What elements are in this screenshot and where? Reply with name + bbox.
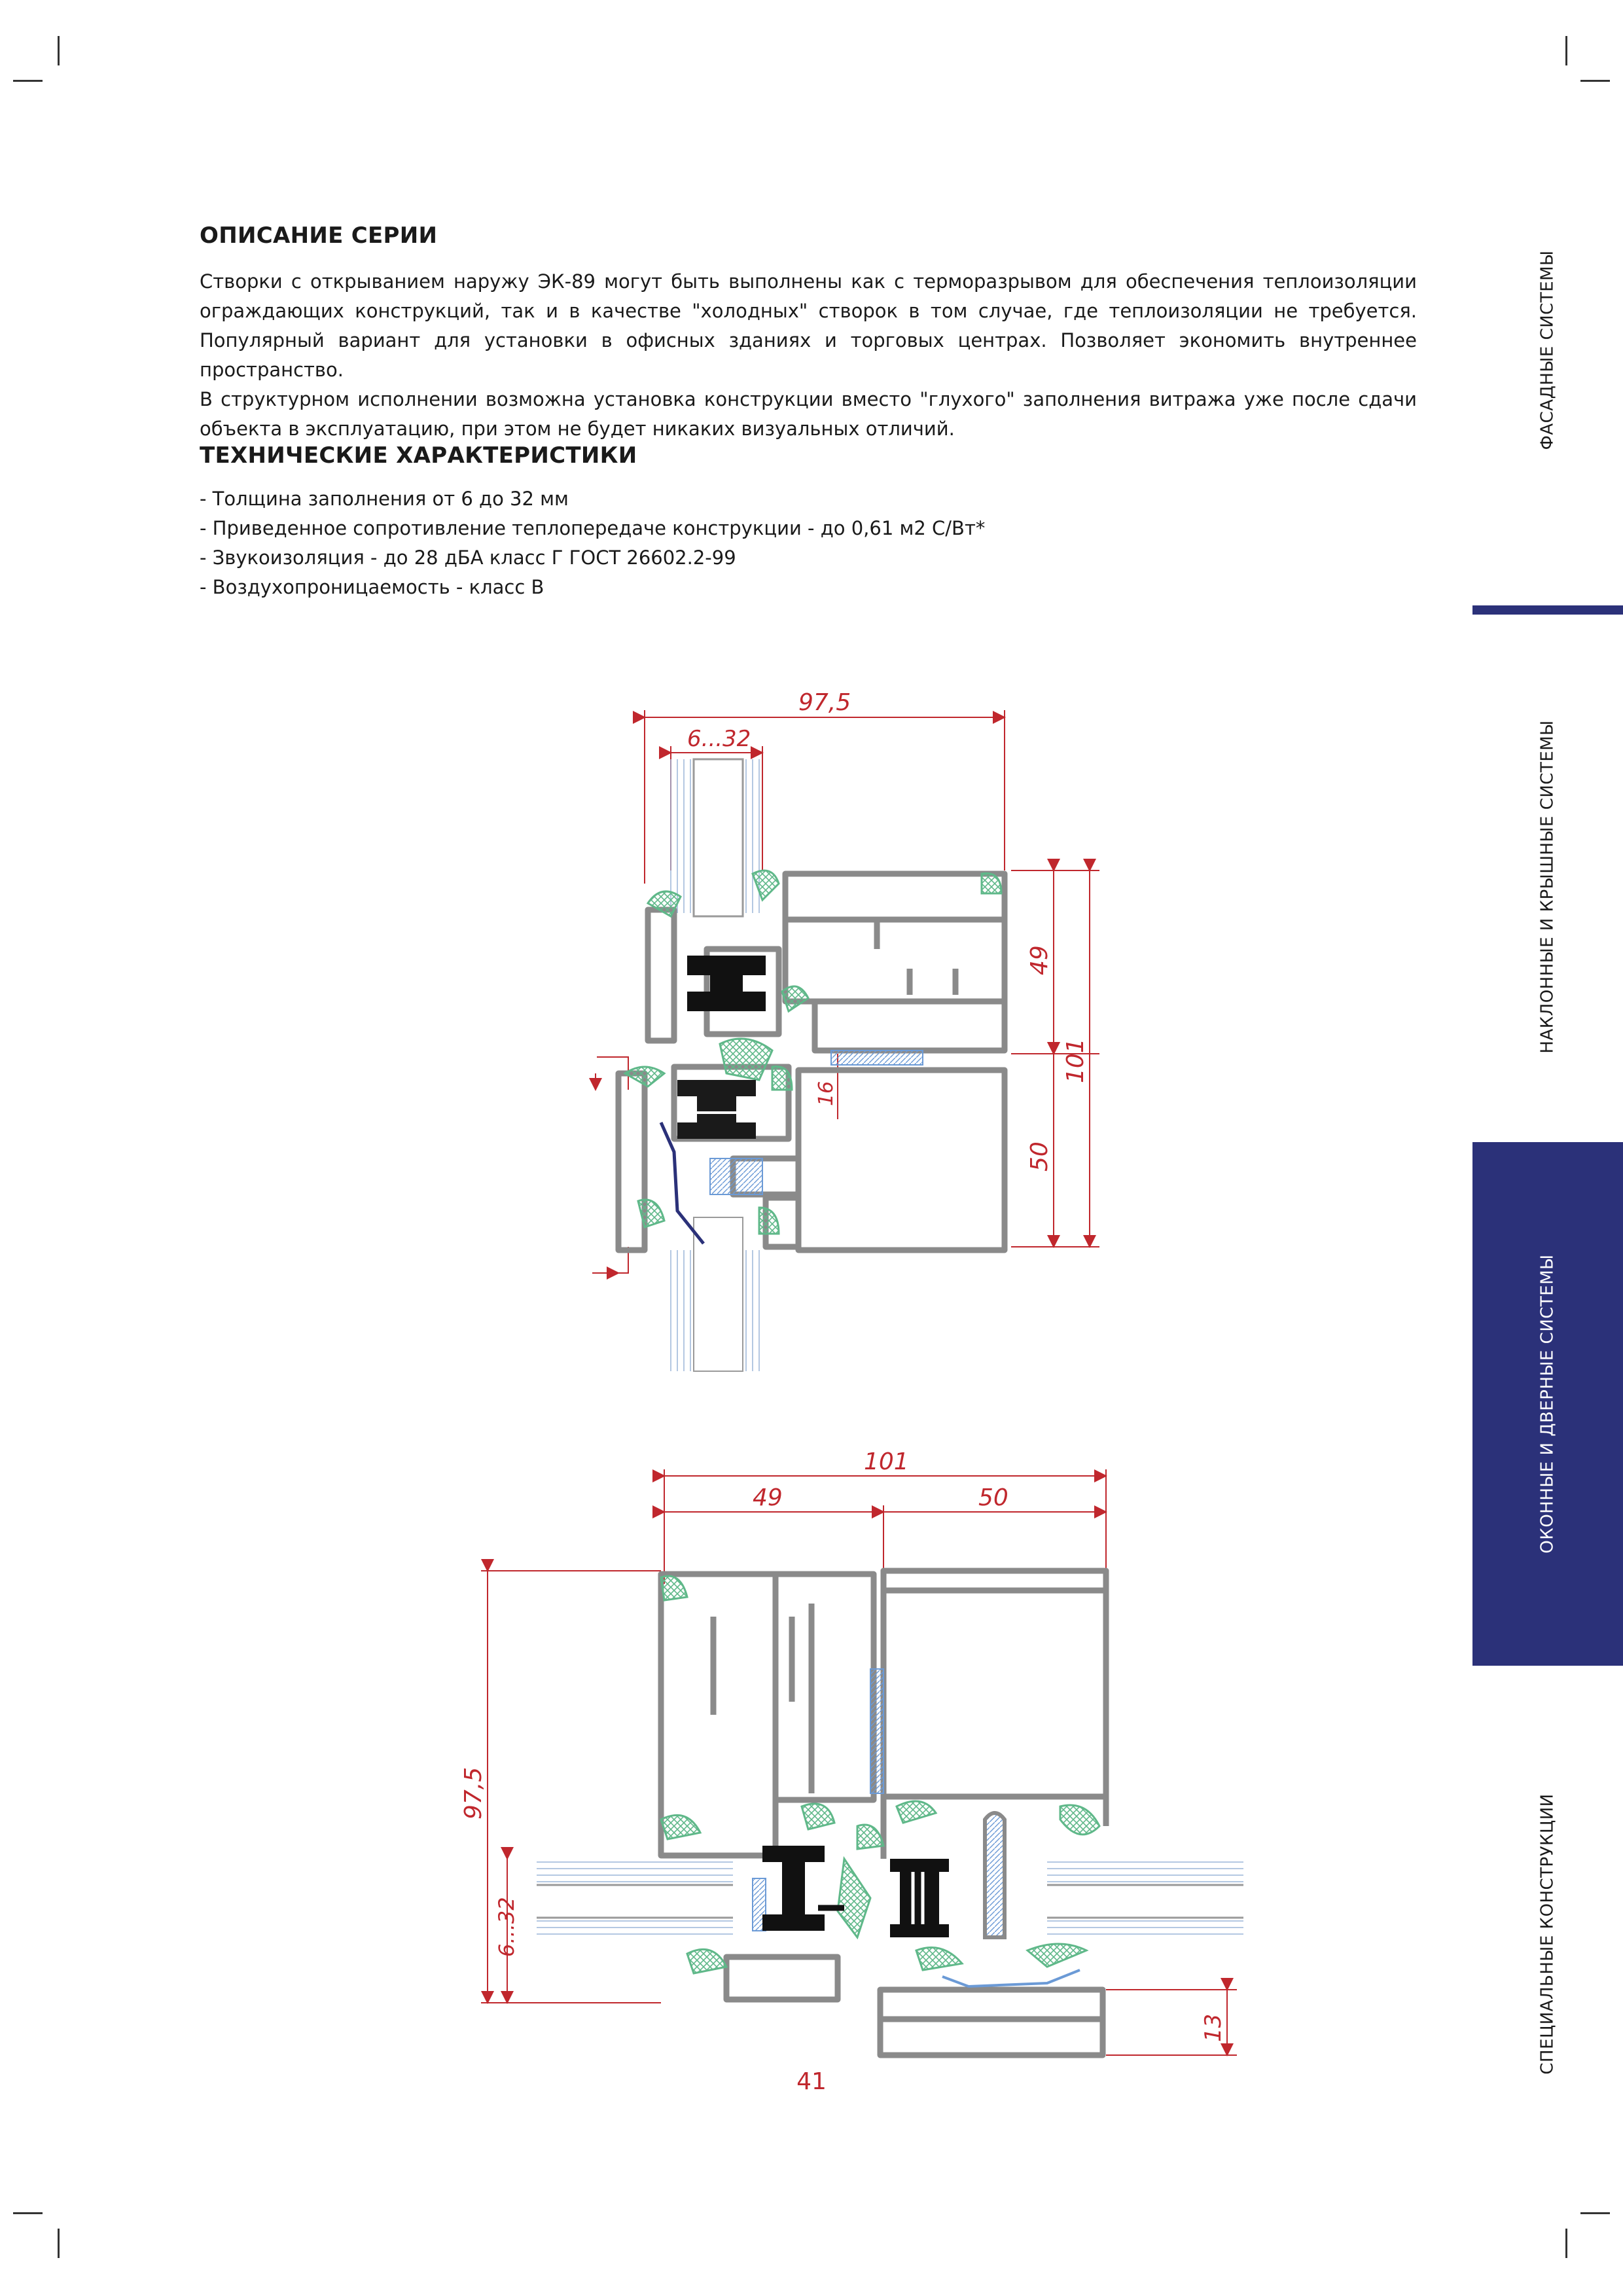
bottom-dim-13: 13 [1200,2013,1226,2042]
side-tab-roof[interactable] [1472,713,1623,1060]
top-dim-upper-height: 49 [1026,945,1053,975]
tech-title: ТЕХНИЧЕСКИЕ ХАРАКТЕРИСТИКИ [200,442,637,469]
side-tab-divider [1472,605,1623,615]
series-paragraph-2: В структурном исполнении возможна установка конструкции вместо "глухого" заполнения витража уже после сдачи объекта в эксплуатацию, при этом не будет никаких визуальных отличий. [200,388,1417,440]
tech-item-air: - Воздухопроницаемость - класс В [200,576,544,598]
tech-list [200,484,985,602]
side-tab-roof-label: НАКЛОННЫЕ И КРЫШНЫЕ СИСТЕМЫ [1538,720,1558,1054]
side-tab-special[interactable] [1472,1780,1623,2088]
bottom-dim-left-width: 49 [753,1484,783,1511]
bottom-dim-total-height: 97,5 [460,1767,487,1820]
crop-mark-top-left-h [13,80,43,82]
side-tab-facade[interactable] [1472,236,1623,465]
crop-mark-bottom-right-v [1565,2229,1567,2258]
bottom-dim-fill: 6...32 [494,1897,519,1957]
crop-mark-bottom-left-h [13,2212,43,2214]
tech-item-sound: - Звукоизоляция - до 28 дБА класс Г ГОСТ 26602.2-99 [200,547,736,569]
bottom-dim-total-width: 101 [864,1448,909,1475]
side-tab-windows-doors[interactable] [1472,1142,1623,1666]
series-description [200,267,1417,444]
bottom-section-drawing [460,1427,1263,2081]
crop-mark-top-right-h [1580,80,1610,82]
top-dim-total-height: 101 [1062,1038,1089,1083]
top-dim-lower-height: 50 [1026,1141,1053,1172]
top-dim-fill: 6...32 [687,726,751,752]
crop-mark-bottom-right-h [1580,2212,1610,2214]
page-number: 41 [796,2068,827,2095]
tech-item-thickness: - Толщина заполнения от 6 до 32 мм [200,488,569,510]
bottom-dim-right-width: 50 [978,1484,1008,1511]
crop-mark-top-left-v [58,36,60,65]
top-dim-total-width: 97,5 [798,689,851,716]
side-tab-special-label: СПЕЦИАЛЬНЫЕ КОНСТРУКЦИИ [1538,1793,1558,2075]
tech-item-thermal: - Приведенное сопротивление теплопередаче конструкции - до 0,61 м2 С/Вт* [200,517,986,539]
top-section-drawing [576,681,1165,1388]
crop-mark-top-right-v [1565,36,1567,65]
side-tab-facade-label: ФАСАДНЫЕ СИСТЕМЫ [1538,250,1558,450]
top-dim-gap: 16 [815,1081,838,1106]
side-tab-windows-doors-label: ОКОННЫЕ И ДВЕРНЫЕ СИСТЕМЫ [1538,1254,1558,1554]
crop-mark-bottom-left-v [58,2229,60,2258]
series-paragraph-1: Створки с открыванием наружу ЭК-89 могут быть выполнены как с терморазрывом для обеспечения теплоизоляции ограждающих конструкций, так и в качестве "холодных" створок в том случае, где теплоизоляции не требуется. Популярный вариант для установки в офисных зданиях и торговых центрах. Позволяет экономить внутреннее пространство. [200,270,1417,381]
series-title: ОПИСАНИЕ СЕРИИ [200,223,438,249]
